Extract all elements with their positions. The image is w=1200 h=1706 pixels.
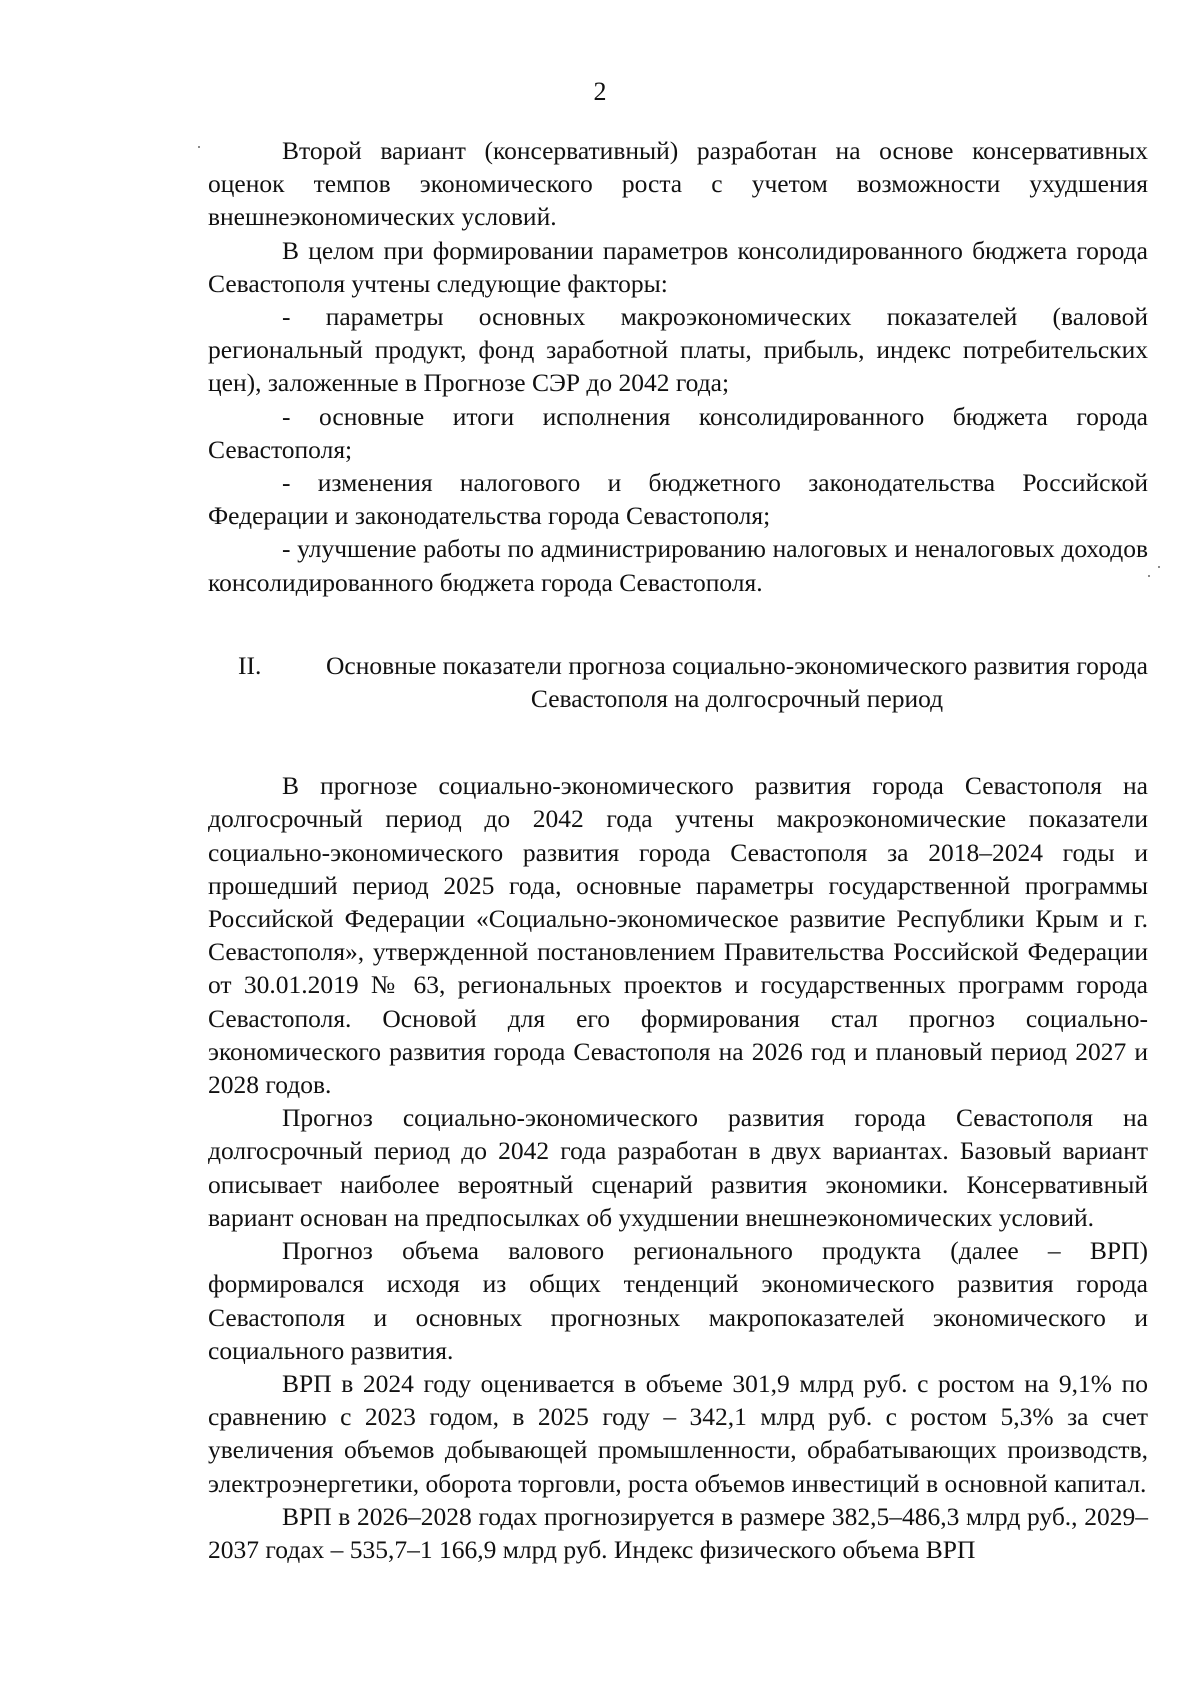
- document-body: [208, 134, 1148, 1566]
- factor-item: - изменения налогового и бюджетного законодательства Российской Федерации и законодательства города Севастополя;: [208, 468, 1148, 531]
- paragraph-grp-2024-2025: ВРП в 2024 году оценивается в объеме 301,9 млрд руб. с ростом на 9,1% по сравнению с 2023 годом, в 2025 году – 342,1 млрд руб. с ростом 5,3% за счет увеличения объемов добывающей промышленности, обрабатывающих производств, электроэнергетики, оборота торговли, роста объемов инвестиций в основной капитал.: [208, 1368, 1148, 1498]
- section-number: II.: [238, 650, 262, 680]
- section-title: Основные показатели прогноза социально-экономического развития города Севастополя на долгосрочный период: [326, 650, 1148, 714]
- factor-item: - параметры основных макроэкономических показателей (валовой региональный продукт, фонд заработной платы, прибыль, индекс потребительских цен), заложенные в Прогнозе СЭР до 2042 года;: [208, 302, 1148, 398]
- paragraph-grp-2026-2037: ВРП в 2026–2028 годах прогнозируется в размере 382,5–486,3 млрд руб., 2029–2037 годах – 535,7–1 166,9 млрд руб. Индекс физического объема ВРП: [208, 1501, 1148, 1564]
- paragraph-budget-factors-intro: В целом при формировании параметров консолидированного бюджета города Севастополя учтены следующие факторы:: [208, 235, 1148, 298]
- factor-item: - основные итоги исполнения консолидированного бюджета города Севастополя;: [208, 401, 1148, 464]
- scan-speck: [1148, 575, 1150, 577]
- scan-speck: [198, 146, 200, 148]
- section-heading: [208, 649, 1148, 715]
- paragraph-conservative-variant: Второй вариант (консервативный) разработан на основе консервативных оценок темпов экономического роста с учетом возможности ухудшения внешнеэкономических условий.: [208, 136, 1148, 232]
- paragraph-grp-method: Прогноз объема валового регионального продукта (далее – ВРП) формировался исходя из общих тенденций экономического развития города Севастополя и основных прогнозных макропоказателей экономического и социального развития.: [208, 1236, 1148, 1365]
- factor-item: - улучшение работы по администрированию налоговых и неналоговых доходов консолидированного бюджета города Севастополя.: [208, 534, 1148, 597]
- paragraph-forecast-basis: В прогнозе социально-экономического развития города Севастополя на долгосрочный период до 2042 года учтены макроэкономические показатели социально-экономического развития города Севастополя за 2018–2024 годы и прошедший период 2025 года, основные параметры государственной программы Российской Федерации «Социально-экономическое развитие Республики Крым и г. Севастополя», утвержденной постановлением Правительства Российской Федерации от 30.01.2019 № 63, региональных проектов и государственных программ города Севастополя. Основой для его формирования стал прогноз социально-экономического развития города Севастополя на 2026 год и плановый период 2027 и 2028 годов.: [208, 771, 1148, 1100]
- page-number: 2: [593, 77, 607, 106]
- paragraph-forecast-variants: Прогноз социально-экономического развития города Севастополя на долгосрочный период до 2042 года разработан в двух вариантах. Базовый вариант описывает наиболее вероятный сценарий развития экономики. Консервативный вариант основан на предпосылках об ухудшении внешнеэкономических условий.: [208, 1103, 1148, 1232]
- scan-speck: [1158, 566, 1160, 568]
